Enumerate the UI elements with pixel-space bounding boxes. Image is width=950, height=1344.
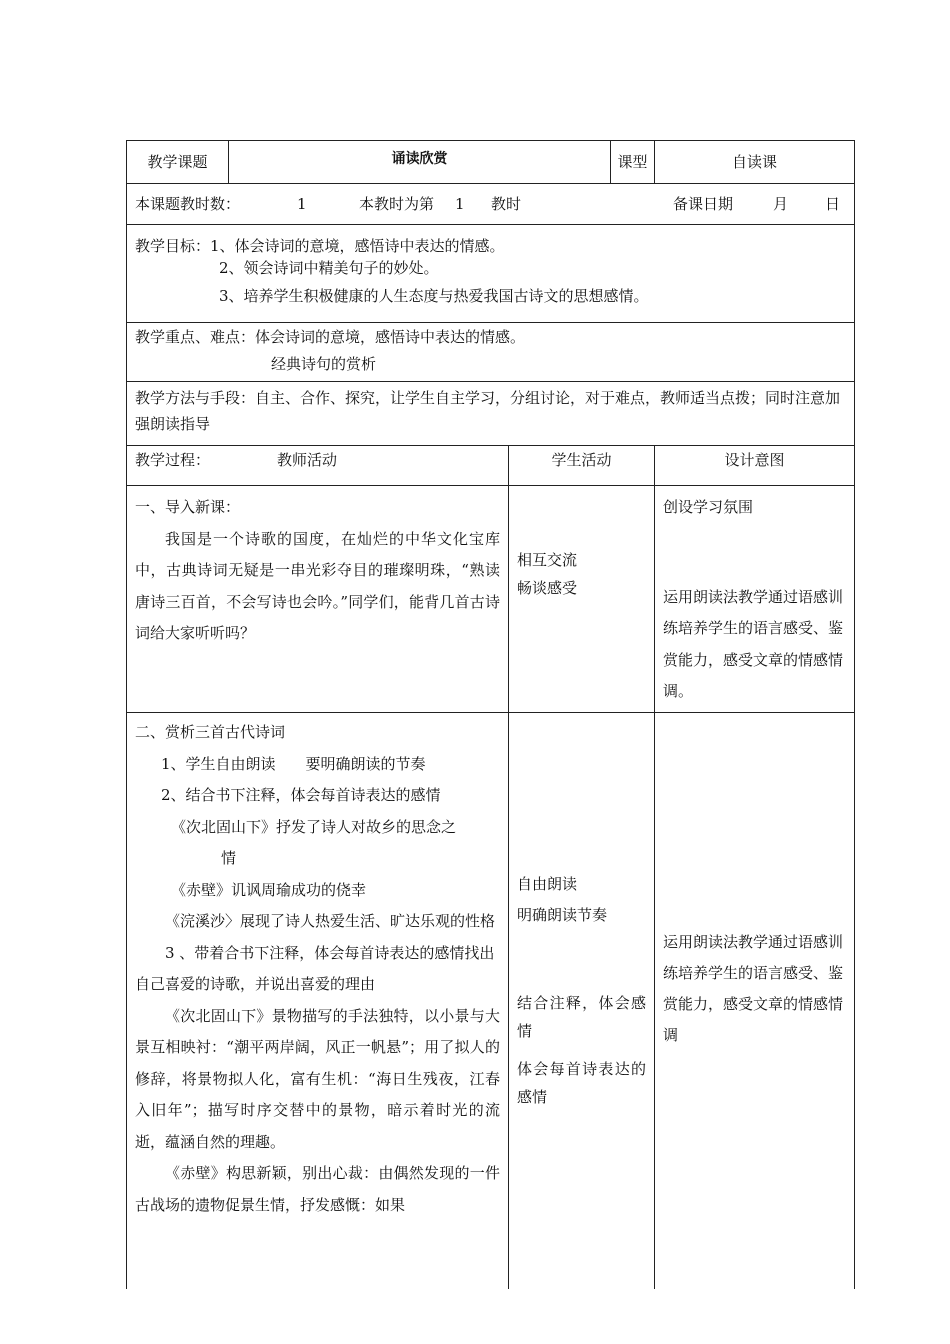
- row-section-2: [127, 713, 855, 1290]
- key-points-line2: 经典诗句的赏析: [271, 355, 377, 373]
- section2-step3: 3 、带着合书下注释，体会每首诗表达的感情找出自己喜爱的诗歌，并说出喜爱的理由: [135, 943, 495, 993]
- topic-label: 教学课题: [127, 141, 229, 184]
- month-label: 月: [773, 195, 789, 213]
- current-hours-unit: 教时: [491, 195, 522, 213]
- section2-student-2: 明确朗读节奏: [517, 906, 608, 924]
- section1-paragraph: 我国是一个诗歌的国度，在灿烂的中华文化宝库中，古典诗词无疑是一串光彩夺目的璀璨明珠，“熟读唐诗三百首，不会写诗也会吟。”同学们，能背几首古诗词给大家听听吗？: [135, 529, 500, 642]
- row-hours: [127, 184, 855, 225]
- objective-3: 3、培养学生积极健康的人生态度与热爱我国古诗文的思想感情。: [219, 287, 649, 305]
- design-intent-header: 设计意图: [655, 446, 855, 486]
- section2-poem2: 《赤壁》讥讽周瑜成功的侥幸: [171, 880, 367, 899]
- day-label: 日: [825, 195, 841, 213]
- total-hours-value: 1: [297, 195, 307, 213]
- current-hours-label: 本教时为第: [359, 195, 435, 213]
- section2-title: 二、赏析三首古代诗词: [135, 723, 286, 741]
- total-hours-label: 本课题教时数：: [135, 195, 241, 213]
- row-process-header: [127, 446, 855, 486]
- section2-analysis-1: 《次北固山下》景物描写的手法独特，以小景与大景互相映衬：“潮平两岸阔，风正一帆悬”；用了拟人的修辞，将景物拟人化，富有生机：“海日生残夜，江春入旧年”；描写时序交替中的景物，暗示着时光的流逝，蕴涵自然的理趣。: [135, 1006, 500, 1151]
- objective-2: 2、领会诗词中精美句子的妙处。: [219, 259, 439, 277]
- row-methods: [127, 382, 855, 446]
- objectives-label: 教学目标：: [135, 237, 211, 255]
- student-activity-header: 学生活动: [509, 446, 655, 486]
- section2-step1-a: 1、学生自由朗读: [161, 754, 276, 773]
- methods-label: 教学方法与手段：: [135, 389, 256, 407]
- topic-value-cell: [229, 141, 611, 184]
- section2-step2: 2、结合书下注释，体会每首诗表达的感情: [161, 786, 441, 804]
- section1-design-2: 运用朗读法教学通过语感训练培养学生的语言感受、鉴赏能力，感受文章的情感情调。: [663, 587, 844, 700]
- section1-student-2: 畅谈感受: [517, 579, 578, 597]
- row-topic: [127, 141, 855, 184]
- section2-analysis-2: 《赤壁》构思新颖，别出心裁：由偶然发现的一件古战场的遗物促景生情，抒发感慨：如果: [135, 1164, 500, 1214]
- section2-poem1-b: 情: [221, 849, 237, 867]
- section2-step1-b: 要明确朗读的节奏: [305, 754, 426, 773]
- row-section-1: [127, 486, 855, 713]
- type-label: 课型: [611, 141, 655, 184]
- methods-text: 自主、合作、探究，让学生自主学习，分组讨论，对于难点，教师适当点拨；同时注意加强朗读指导: [135, 389, 841, 433]
- section2-poem1-a: 《次北固山下》抒发了诗人对故乡的思念之: [171, 817, 457, 836]
- section2-student-1: 自由朗读: [517, 875, 578, 893]
- section1-student-1: 相互交流: [517, 551, 578, 569]
- row-key-points: [127, 323, 855, 382]
- key-points-label: 教学重点、难点：: [135, 328, 256, 346]
- section1-design-1: 创设学习氛围: [663, 498, 754, 516]
- teacher-activity-header: 教师活动: [277, 451, 338, 469]
- section2-student-4: 体会每首诗表达的感情: [517, 1060, 646, 1106]
- section2-student-3: 结合注释，体会感情: [517, 994, 646, 1040]
- section2-design: 运用朗读法教学通过语感训练培养学生的语言感受、鉴赏能力，感受文章的情感情调: [663, 933, 844, 1044]
- current-hours-value: 1: [455, 195, 465, 213]
- section2-poem3: 《浣溪沙〉展现了诗人热爱生活、旷达乐观的性格: [165, 912, 496, 930]
- process-label: 教学过程：: [135, 451, 211, 469]
- key-points-line1: 体会诗词的意境，感悟诗中表达的情感。: [255, 328, 526, 346]
- type-value: 自读课: [655, 141, 855, 184]
- row-objectives: [127, 225, 855, 323]
- section1-title: 一、导入新课：: [135, 498, 241, 516]
- lesson-plan-sheet: [126, 140, 854, 1289]
- topic-value: 诵读欣赏: [391, 150, 448, 167]
- lesson-plan-table: [126, 140, 855, 1289]
- objective-1: 1、体会诗词的意境，感悟诗中表达的情感。: [210, 237, 505, 255]
- prep-date-label: 备课日期: [673, 195, 734, 213]
